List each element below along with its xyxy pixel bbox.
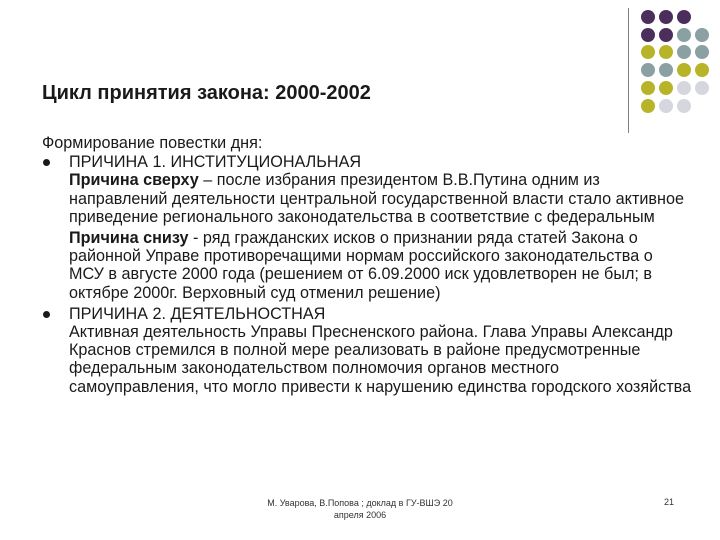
reason-bottom-paragraph (69, 229, 692, 302)
decorative-dot (641, 99, 655, 113)
bullet-1-details (42, 171, 692, 301)
intro-text: Формирование повестки дня: (42, 134, 263, 152)
decorative-dot (641, 45, 655, 59)
slide-footer (220, 497, 500, 521)
footer-line-1: М. Уварова, В.Попова ; доклад в ГУ-ВШЭ 20 (267, 498, 453, 508)
footer-line-2: апреля 2006 (333, 510, 387, 520)
decorative-dot (677, 81, 691, 95)
decorative-dot (677, 99, 691, 113)
reason-top-label: Причина сверху (69, 171, 199, 190)
bullet-item-reason-1 (42, 153, 692, 171)
page-number: 21 (664, 497, 675, 507)
decorative-dot (695, 63, 709, 77)
decorative-dot (659, 28, 673, 42)
bullet-label: ПРИЧИНА 2. ДЕЯТЕЛЬНОСТНАЯ (69, 304, 326, 323)
slide-content (42, 134, 692, 399)
reason-top-paragraph (69, 171, 692, 226)
decorative-dot (695, 28, 709, 42)
bullet-dot-icon (43, 159, 50, 166)
reason-bottom-label: Причина снизу (69, 229, 189, 248)
decorative-dot (641, 63, 655, 77)
decorative-dot (659, 99, 673, 113)
decorative-dot (695, 81, 709, 95)
decorative-dot (677, 45, 691, 59)
decorative-dot (659, 10, 673, 24)
decorative-dot (641, 10, 655, 24)
decorative-dot (695, 45, 709, 59)
bullet-label: ПРИЧИНА 1. ИНСТИТУЦИОНАЛЬНАЯ (69, 153, 362, 172)
bullet-2-details (42, 323, 692, 396)
decorative-dot (677, 10, 691, 24)
slide-title: Цикл принятия закона: 2000-2002 (42, 82, 371, 104)
bullet-item-reason-2 (42, 305, 692, 323)
reason-top-text: – после избрания президентом В.В.Путина одним из направлений деятельности центральной государственной власти стало активное приведение регионального законодательства в соответствие с федеральным (69, 171, 684, 226)
reason-bottom-text: - ряд гражданских исков о признании ряда статей Закона о районной Управе противоречащими нормам российского законодательства о МСУ в августе 2000 года (решением от 6.09.2000 иск удовлетворен не был; в октябре 2000г. Верховный суд отменил решение) (69, 229, 653, 302)
decorative-dot (641, 28, 655, 42)
decorative-dot (677, 28, 691, 42)
decorative-dot (659, 81, 673, 95)
bullet-2-paragraph: Активная деятельность Управы Пресненского района. Глава Управы Александр Краснов стремился в полной мере реализовать в районе предусмотренные федеральным законодательством полномочия органов местного самоуправления, что могло привести к нарушению единства городского хозяйства (69, 323, 692, 396)
decorative-dot (659, 45, 673, 59)
decorative-dot (677, 63, 691, 77)
bullet-dot-icon (43, 311, 50, 318)
decorative-divider-line (628, 8, 629, 133)
decorative-dot (641, 81, 655, 95)
decorative-dot (659, 63, 673, 77)
